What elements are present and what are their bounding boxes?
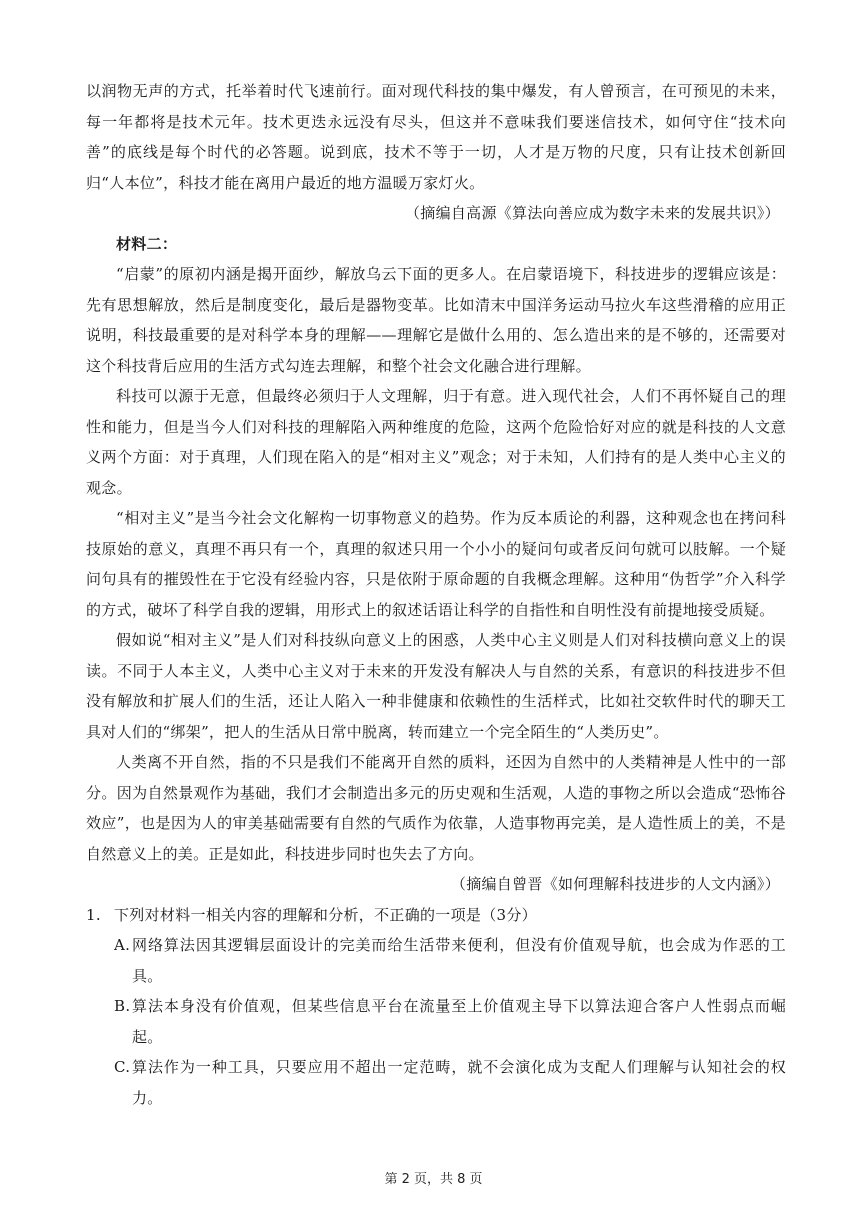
option-c [114, 1052, 786, 1113]
material-one-source: （摘编自高源《算法向善应成为数字未来的发展共识》） [404, 204, 780, 222]
material-two-source: （摘编自曾晋《如何理解科技进步的人文内涵》） [450, 875, 780, 893]
option-text: 网络算法因其逻辑层面设计的完美而给生活带来便利，但没有价值观导航，也会成为作恶的工具。 [132, 936, 786, 985]
option-text: 算法本身没有价值观，但某些信息平台在流量至上价值观主导下以算法迎合客户人性弱点而崛起。 [132, 997, 786, 1046]
material-two-paragraph: 人类离不开自然，指的不只是我们不能离开自然的质料，还因为自然中的人类精神是人性中的一部分。因为自然景观作为基础，我们才会制造出多元的历史观和生活观，人造的事物之所以会造成“恐怖谷效应”，也是因为人的审美基础需要有自然的气质作为依靠，人造事物再完美，是人造性质上的美，不是自然意义上的美。正是如此，科技进步同时也失去了方向。 [86, 753, 786, 863]
material-two-heading: 材料二： [116, 234, 178, 253]
page-content [86, 76, 786, 1113]
question-options [86, 930, 786, 1113]
question-1 [86, 900, 786, 931]
material-two-paragraph: “相对主义”是当今社会文化解构一切事物意义的趋势。作为反本质论的利器，这种观念也在拷问科技原始的意义，真理不再只有一个，真理的叙述只用一个小小的疑问句或者反问句就可以肢解。一个疑问句具有的摧毁性在于它没有经验内容，只是依附于原命题的自我概念理解。这种用“伪哲学”介入科学的方式，破坏了科学自我的逻辑，用形式上的叙述话语让科学的自指性和自明性没有前提地接受质疑。 [86, 509, 786, 619]
material-two-paragraph: “启蒙”的原初内涵是揭开面纱，解放乌云下面的更多人。在启蒙语境下，科技进步的逻辑应该是：先有思想解放，然后是制度变化，最后是器物变革。比如清末中国洋务运动马拉火车这些滑稽的应用正说明，科技最重要的是对科学本身的理解——理解它是做什么用的、怎么造出来的是不够的，还需要对这个科技背后应用的生活方式勾连去理解，和整个社会文化融合进行理解。 [86, 265, 786, 375]
option-a [114, 930, 786, 991]
option-b [114, 991, 786, 1052]
material-two-paragraph: 科技可以源于无意，但最终必须归于人文理解，归于有意。进入现代社会，人们不再怀疑自己的理性和能力，但是当今人们对科技的理解陷入两种维度的危险，这两个危险恰好对应的就是科技的人文意义两个方面：对于真理，人们现在陷入的是“相对主义”观念；对于未知，人们持有的是人类中心主义的观念。 [86, 387, 786, 497]
page-footer: 第 2 页，共 8 页 [384, 1172, 483, 1187]
material-one-tail-paragraph: 以润物无声的方式，托举着时代飞速前行。面对现代科技的集中爆发，有人曾预言，在可预见的未来，每一年都将是技术元年。技术更迭永远没有尽头，但这并不意味我们要迷信技术，如何守住“技术向善”的底线是每个时代的必答题。说到底，技术不等于一切，人才是万物的尺度，只有让技术创新回归“人本位”，科技才能在离用户最近的地方温暖万家灯火。 [86, 82, 786, 192]
option-label: A. [114, 936, 131, 954]
option-text: 算法作为一种工具，只要应用不超出一定范畴，就不会演化成为支配人们理解与认知社会的权力。 [132, 1058, 786, 1107]
option-label: C. [114, 1058, 131, 1076]
material-two-paragraph: 假如说“相对主义”是人们对科技纵向意义上的困惑，人类中心主义则是人们对科技横向意义上的误读。不同于人本主义，人类中心主义对于未来的开发没有解决人与自然的关系，有意识的科技进步不但没有解放和扩展人们的生活，还让人陷入一种非健康和依赖性的生活样式，比如社交软件时代的聊天工具对人们的“绑架”，把人的生活从日常中脱离，转而建立一个完全陌生的“人类历史”。 [86, 631, 786, 741]
question-stem: 下列对材料一相关内容的理解和分析，不正确的一项是（3分） [114, 905, 537, 924]
question-number: 1. [86, 905, 101, 924]
option-label: B. [114, 997, 131, 1015]
